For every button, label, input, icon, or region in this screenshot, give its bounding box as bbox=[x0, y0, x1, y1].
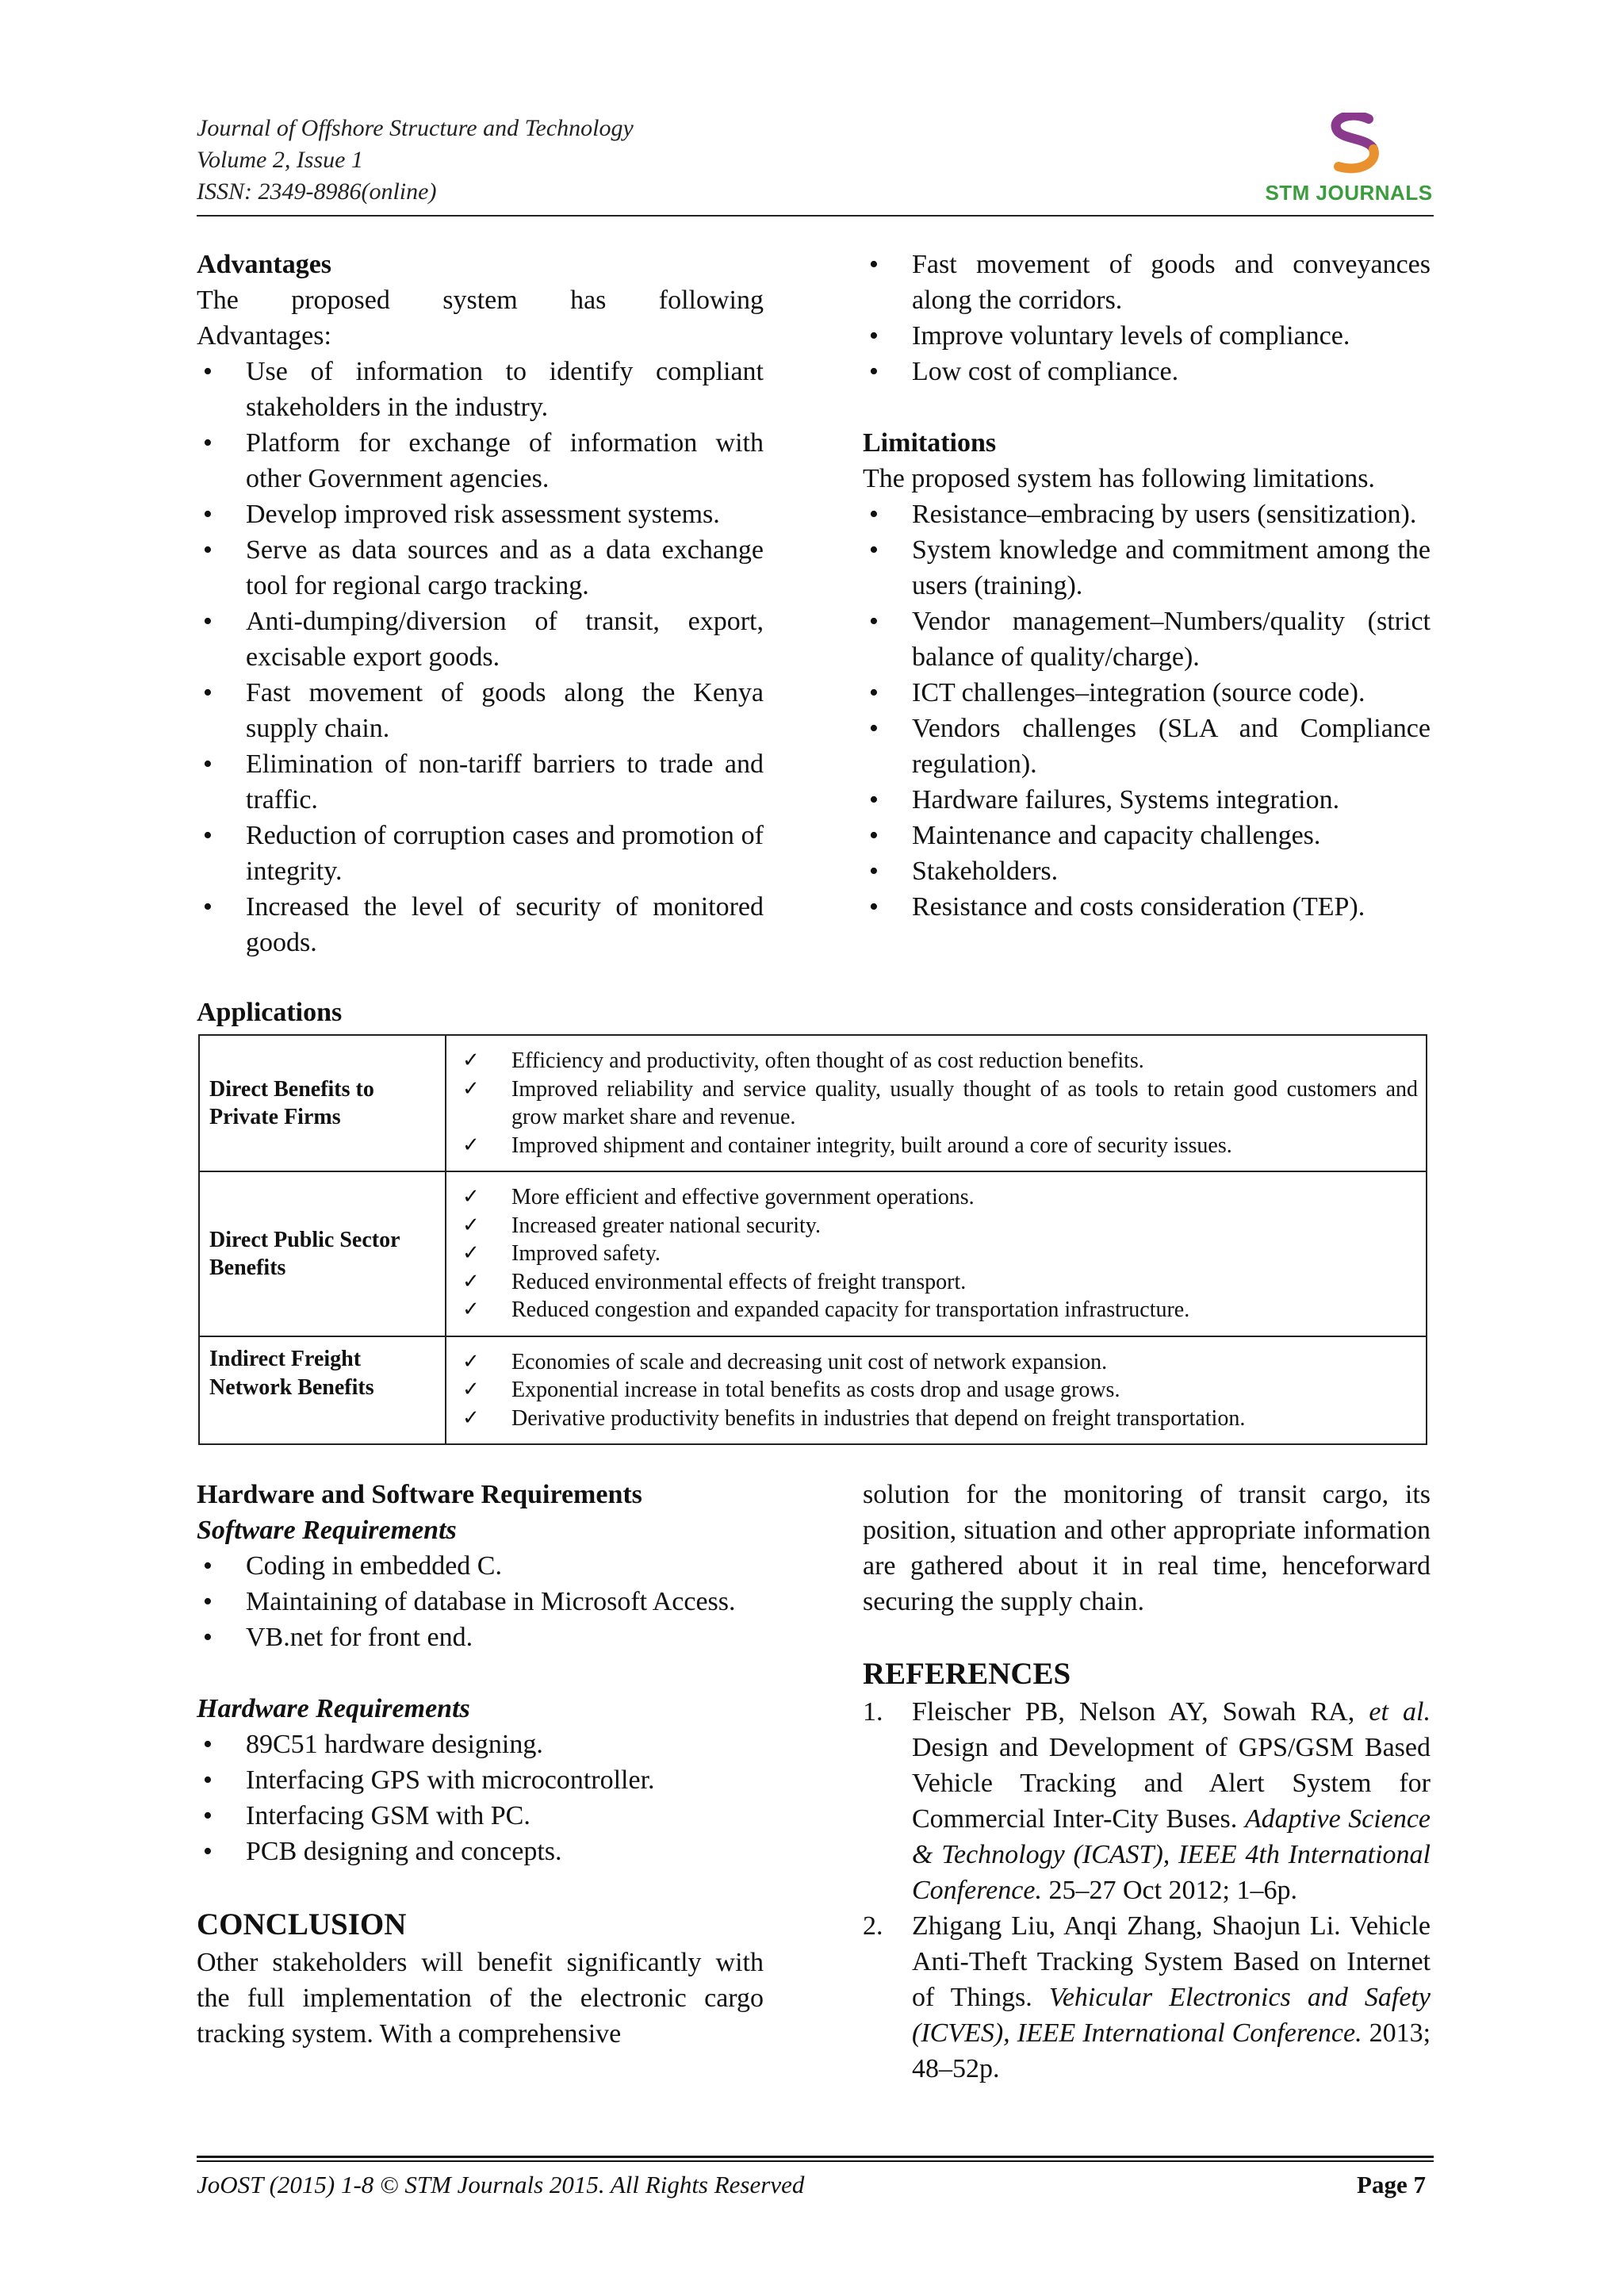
conclusion-heading: CONCLUSION bbox=[197, 1907, 407, 1941]
list-item: • PCB designing and concepts. bbox=[197, 1834, 764, 1869]
row-category: Direct Public Sector Benefits bbox=[199, 1171, 446, 1336]
list-item: • Maintenance and capacity challenges. bbox=[863, 818, 1431, 853]
hardware-requirements-heading: Hardware Requirements bbox=[197, 1694, 470, 1723]
check-item: ✓ Improved safety. bbox=[462, 1240, 1418, 1268]
limitations-list bbox=[863, 496, 1431, 925]
applications-table bbox=[198, 1034, 1427, 1445]
spacer bbox=[197, 1655, 764, 1691]
spacer bbox=[863, 1619, 1431, 1654]
row-items bbox=[446, 1035, 1427, 1171]
list-item: • Improve voluntary levels of compliance. bbox=[863, 318, 1431, 354]
check-item: ✓ Reduced congestion and expanded capacity for transportation infrastructure. bbox=[462, 1296, 1418, 1324]
journal-name: Journal of Offshore Structure and Technology bbox=[197, 115, 634, 141]
list-item: • Resistance–embracing by users (sensitization). bbox=[863, 496, 1431, 532]
reference-date: 2013; 48–52p. bbox=[912, 2018, 1431, 2083]
list-item: • Interfacing GSM with PC. bbox=[197, 1798, 764, 1834]
list-item: • Develop improved risk assessment systems. bbox=[197, 496, 764, 532]
check-item: ✓ Efficiency and productivity, often thought of as cost reduction benefits. bbox=[462, 1047, 1418, 1075]
list-item: • Platform for exchange of information with other Government agencies. bbox=[197, 425, 764, 496]
list-item: • Maintaining of database in Microsoft Access. bbox=[197, 1584, 764, 1619]
reference-number: 2. bbox=[863, 1911, 883, 1941]
check-item: ✓ Improved reliability and service quality, usually thought of as tools to retain good customers and grow market share and revenue. bbox=[462, 1075, 1418, 1132]
reference-authors: Fleischer PB, Nelson AY, Sowah RA, bbox=[912, 1697, 1355, 1727]
row-items bbox=[446, 1336, 1427, 1444]
list-item: • Vendor management–Numbers/quality (strict balance of quality/charge). bbox=[863, 604, 1431, 675]
reference-item bbox=[863, 1694, 1431, 1908]
list-item: • Increased the level of security of monitored goods. bbox=[197, 889, 764, 960]
check-item: ✓ Improved shipment and container integrity, built around a core of security issues. bbox=[462, 1132, 1418, 1160]
list-item: • Low cost of compliance. bbox=[863, 354, 1431, 389]
list-item: • Hardware failures, Systems integration. bbox=[863, 782, 1431, 818]
reference-authors: Zhigang Liu, Anqi Zhang, Shaojun Li. bbox=[912, 1911, 1341, 1941]
list-item: • Anti-dumping/diversion of transit, export, excisable export goods. bbox=[197, 604, 764, 675]
advantages-list-continued bbox=[863, 247, 1431, 389]
page-header bbox=[197, 113, 1434, 214]
check-item: ✓ Increased greater national security. bbox=[462, 1212, 1418, 1240]
left-column-top bbox=[197, 247, 764, 960]
list-item: • Reduction of corruption cases and promotion of integrity. bbox=[197, 818, 764, 889]
spacer bbox=[197, 1869, 764, 1905]
row-category: Indirect Freight Network Benefits bbox=[199, 1336, 446, 1444]
list-item: • Fast movement of goods along the Kenya supply chain. bbox=[197, 675, 764, 746]
list-item: • Vendors challenges (SLA and Compliance regulation). bbox=[863, 711, 1431, 782]
check-item: ✓ Derivative productivity benefits in industries that depend on freight transportation. bbox=[462, 1405, 1418, 1433]
references-list bbox=[863, 1694, 1431, 2087]
right-column-top bbox=[863, 247, 1431, 925]
footer-rule bbox=[197, 2160, 1434, 2162]
check-item: ✓ Reduced environmental effects of freight transport. bbox=[462, 1268, 1418, 1297]
table-row bbox=[199, 1035, 1427, 1171]
logo-text: STM JOURNALS bbox=[1265, 181, 1433, 205]
list-item: • Coding in embedded C. bbox=[197, 1548, 764, 1584]
table-row bbox=[199, 1171, 1427, 1336]
reference-title: Design and Development of GPS/GSM Based Vehicle Tracking and Alert System for Commercial Inter-City Buses. bbox=[912, 1733, 1431, 1834]
check-item: ✓ More efficient and effective government operations. bbox=[462, 1183, 1418, 1212]
requirements-heading: Hardware and Software Requirements bbox=[197, 1480, 642, 1509]
row-items bbox=[446, 1171, 1427, 1336]
reference-etal: et al. bbox=[1369, 1697, 1431, 1727]
footer-copyright: JoOST (2015) 1-8 © STM Journals 2015. All Rights Reserved bbox=[197, 2171, 805, 2198]
left-column-bottom bbox=[197, 1477, 764, 2052]
list-item: • Stakeholders. bbox=[863, 853, 1431, 889]
list-item: • System knowledge and commitment among the users (training). bbox=[863, 532, 1431, 604]
list-item: • Resistance and costs consideration (TEP). bbox=[863, 889, 1431, 925]
applications-heading: Applications bbox=[197, 998, 343, 1027]
software-requirements-list bbox=[197, 1548, 764, 1655]
list-item: • Interfacing GPS with microcontroller. bbox=[197, 1762, 764, 1798]
list-item: • 89C51 hardware designing. bbox=[197, 1727, 764, 1762]
hardware-requirements-list bbox=[197, 1727, 764, 1869]
table-row bbox=[199, 1336, 1427, 1444]
row-category: Direct Benefits to Private Firms bbox=[199, 1035, 446, 1171]
page-number: Page 7 bbox=[1357, 2171, 1426, 2198]
list-item: • Use of information to identify compliant stakeholders in the industry. bbox=[197, 354, 764, 425]
journal-issn: ISSN: 2349-8986(online) bbox=[197, 178, 437, 205]
conclusion-text-right: solution for the monitoring of transit cargo, its position, situation and other appropriate information are gathered about it in real time, henceforward securing the supply chain. bbox=[863, 1480, 1431, 1616]
advantages-list bbox=[197, 354, 764, 960]
limitations-intro: The proposed system has following limitations. bbox=[863, 464, 1375, 493]
references-heading: REFERENCES bbox=[863, 1657, 1071, 1691]
conclusion-text-left: Other stakeholders will benefit significantly with the full implementation of the electronic cargo tracking system. With a comprehensive bbox=[197, 1948, 764, 2049]
reference-venue: Adaptive Science & Technology (ICAST), IEEE 4th International Conference. bbox=[912, 1804, 1431, 1905]
footer-rule bbox=[197, 2156, 1434, 2158]
reference-item bbox=[863, 1908, 1431, 2087]
list-item: • ICT challenges–integration (source code). bbox=[863, 675, 1431, 711]
list-item: • Fast movement of goods and conveyances along the corridors. bbox=[863, 247, 1431, 318]
list-item: • Serve as data sources and as a data exchange tool for regional cargo tracking. bbox=[197, 532, 764, 604]
advantages-heading: Advantages bbox=[197, 250, 332, 279]
check-item: ✓ Economies of scale and decreasing unit cost of network expansion. bbox=[462, 1348, 1418, 1377]
right-column-bottom bbox=[863, 1477, 1431, 2087]
journal-volume: Volume 2, Issue 1 bbox=[197, 147, 363, 173]
reference-title: Vehicle Anti-Theft Tracking System Based on Internet of Things. bbox=[912, 1911, 1431, 2012]
list-item: • Elimination of non-tariff barriers to trade and traffic. bbox=[197, 746, 764, 818]
reference-venue: Vehicular Electronics and Safety (ICVES), IEEE International Conference. bbox=[912, 1983, 1431, 2048]
header-rule bbox=[197, 215, 1434, 217]
check-item: ✓ Exponential increase in total benefits as costs drop and usage grows. bbox=[462, 1376, 1418, 1405]
advantages-intro-line-1: The proposed system has following bbox=[197, 286, 764, 315]
stm-swoosh-icon bbox=[1321, 113, 1392, 178]
spacer bbox=[863, 389, 1431, 425]
list-item: • VB.net for front end. bbox=[197, 1619, 764, 1655]
reference-number: 1. bbox=[863, 1697, 883, 1727]
limitations-heading: Limitations bbox=[863, 428, 997, 458]
reference-date: 25–27 Oct 2012; 1–6p. bbox=[1048, 1876, 1298, 1905]
stm-journals-logo bbox=[1258, 113, 1440, 213]
advantages-intro-line-2: Advantages: bbox=[197, 321, 331, 351]
software-requirements-heading: Software Requirements bbox=[197, 1516, 457, 1545]
